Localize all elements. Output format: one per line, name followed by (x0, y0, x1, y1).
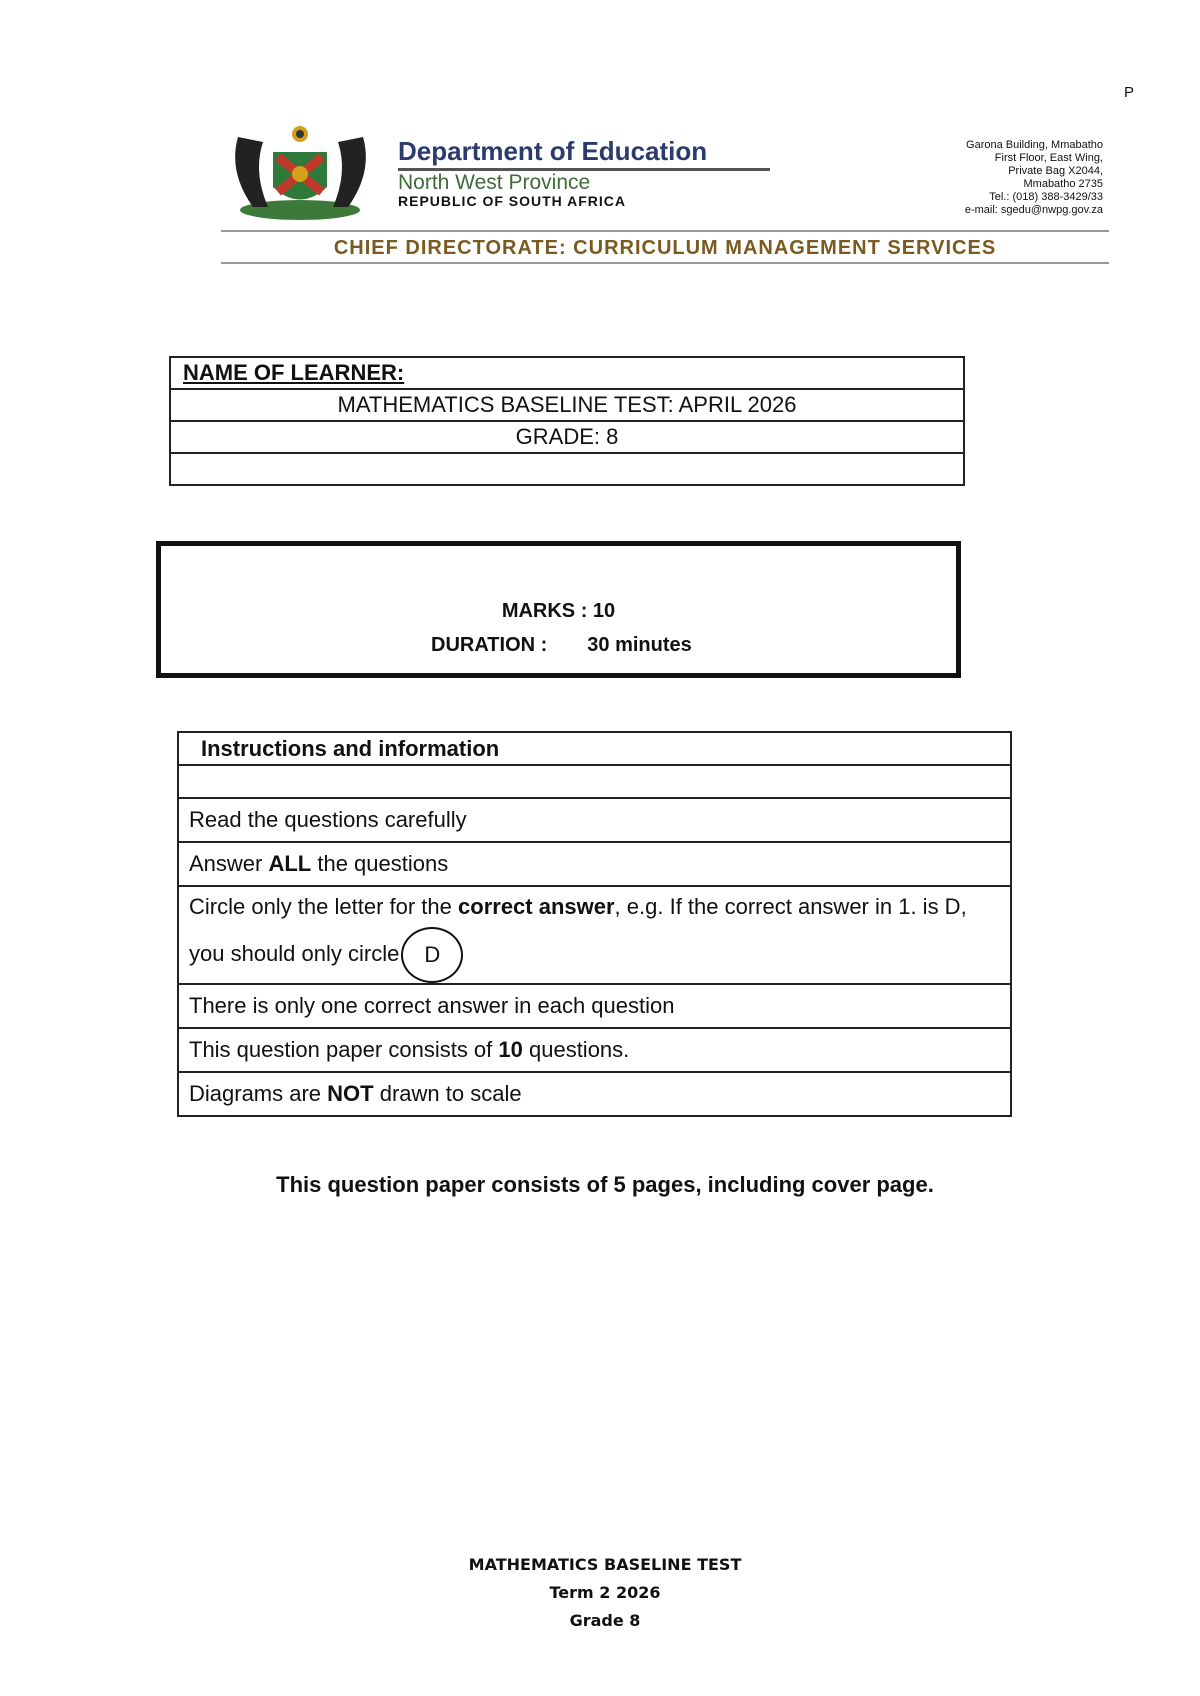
page-count-note: This question paper consists of 5 pages, including cover page. (276, 1172, 934, 1197)
text: questions. (522, 1037, 630, 1062)
text: drawn to scale (373, 1081, 522, 1106)
learner-info-table (169, 356, 965, 486)
address-line: Tel.: (018) 388-3429/33 (989, 191, 1103, 203)
page-marker: P (1124, 84, 1135, 101)
department-name: Department of Education (398, 136, 708, 166)
text: , e.g. If the correct answer in 1. is D, you should only circle (189, 894, 967, 966)
empty-row (170, 453, 964, 485)
instruction-question-count (178, 1028, 1011, 1072)
marks: MARKS : 10 (501, 600, 616, 622)
province-name: North West Province (398, 171, 591, 194)
directorate-title: CHIEF DIRECTORATE: CURRICULUM MANAGEMENT SERVICES (333, 237, 997, 259)
address-line: First Floor, East Wing, (994, 152, 1103, 164)
instruction-answer-all (178, 842, 1011, 886)
instruction-one-answer: There is only one correct answer in each question (178, 984, 1011, 1028)
test-title: MATHEMATICS BASELINE TEST: APRIL 2026 (170, 389, 964, 421)
divider (221, 230, 1109, 232)
footer-term: Term 2 2026 (549, 1583, 661, 1602)
emphasis: correct answer (458, 894, 615, 919)
address-line: Mmabatho 2735 (1023, 178, 1103, 190)
marks-box (156, 541, 961, 678)
coat-of-arms-logo (223, 122, 378, 222)
footer-grade: Grade 8 (569, 1611, 641, 1630)
text: Answer (189, 851, 269, 876)
instructions-table (177, 731, 1012, 1117)
instruction-circle (178, 886, 1011, 984)
instruction-diagrams (178, 1072, 1011, 1116)
circled-letter-example: D (401, 927, 463, 983)
country-name: REPUBLIC OF SOUTH AFRICA (398, 193, 627, 209)
instructions-heading: Instructions and information (178, 732, 1011, 765)
address-block (965, 139, 1103, 217)
name-of-learner-label: NAME OF LEARNER: (170, 357, 964, 389)
emphasis: 10 (498, 1037, 523, 1062)
text: Diagrams are (189, 1081, 328, 1106)
text: the questions (311, 851, 449, 876)
text: This question paper consists of (189, 1037, 499, 1062)
duration (431, 634, 692, 657)
grade: GRADE: 8 (170, 421, 964, 453)
divider (221, 262, 1109, 264)
duration-value: 30 minutes (587, 634, 692, 656)
empty-row (178, 765, 1011, 798)
address-line: e-mail: sgedu@nwpg.gov.za (964, 204, 1103, 216)
address-line: Garona Building, Mmabatho (966, 139, 1103, 151)
emphasis: NOT (327, 1081, 374, 1106)
instruction-read: Read the questions carefully (178, 798, 1011, 842)
address-line: Private Bag X2044, (1008, 165, 1103, 177)
emphasis: ALL (268, 851, 312, 876)
duration-label: DURATION : (431, 634, 548, 656)
text: Circle only the letter for the (189, 894, 459, 919)
footer-title: MATHEMATICS BASELINE TEST (468, 1555, 742, 1574)
